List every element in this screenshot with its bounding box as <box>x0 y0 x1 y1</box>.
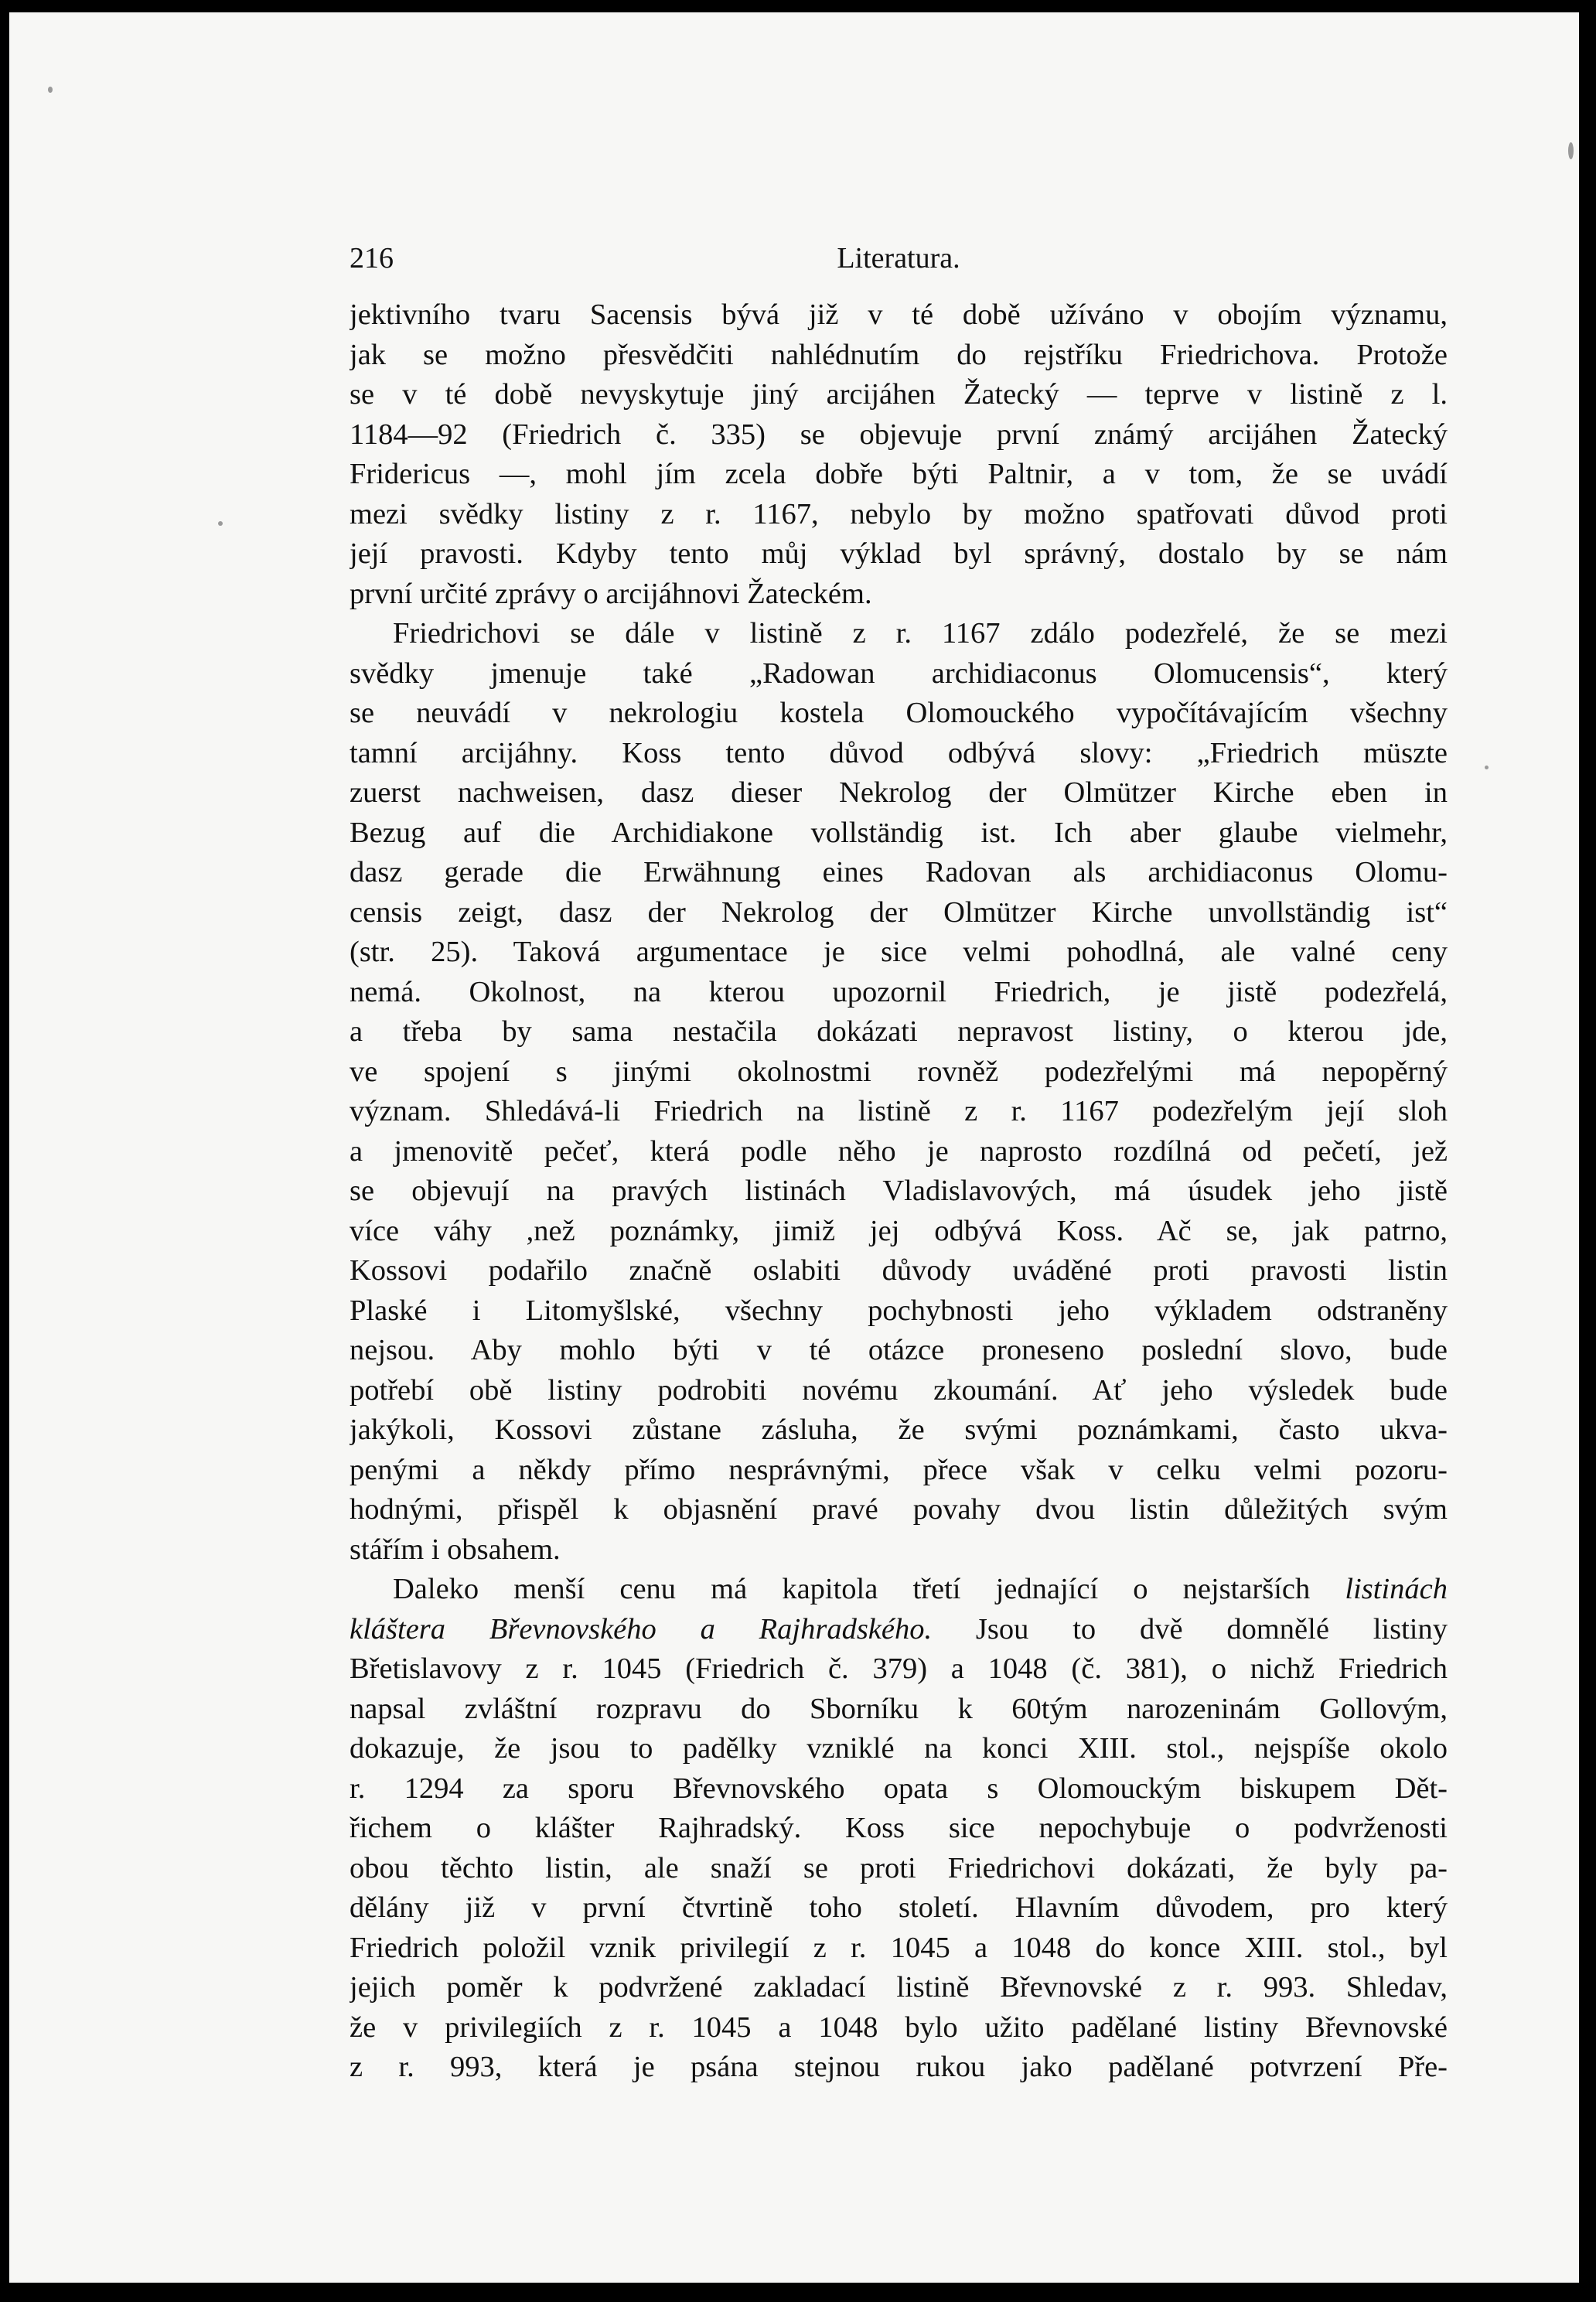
text-line: nemá. Okolnost, na kterou upozornil Friedrich, je jistě podezřelá, <box>350 975 1448 1008</box>
text-line: se objevují na pravých listinách Vladislavových, má úsudek jeho jistě <box>350 1175 1448 1207</box>
body-text <box>350 295 1448 2088</box>
scan-speck <box>48 87 53 93</box>
text-line: z r. 993, která je psána stejnou rukou jako padělané potvrzení Pře- <box>350 2051 1448 2083</box>
text-line: Fridericus —, mohl jím zcela dobře býti Paltnir, a v tom, že se uvádí <box>350 458 1448 490</box>
italic-text-segment: listinách <box>1345 1573 1448 1605</box>
text-line: se v té době nevyskytuje jiný arcijáhen Žatecký — teprve v listině z l. <box>350 378 1448 411</box>
text-line: a třeba by sama nestačila dokázati nepravost listiny, o kterou jde, <box>350 1015 1448 1048</box>
text-segment: Jsou to dvě domnělé listiny <box>932 1612 1448 1646</box>
text-line: napsal zvláštní rozpravu do Sborníku k 60tým narozeninám Gollovým, <box>350 1692 1448 1725</box>
text-line: Plaské i Litomyšlské, všechny pochybnosti jeho výkladem odstraněny <box>350 1294 1448 1327</box>
text-line: obou těchto listin, ale snaží se proti Friedrichovi dokázati, že byly pa- <box>350 1851 1448 1884</box>
text-line: hodnými, přispěl k objasnění pravé povahy dvou listin důležitých svým <box>350 1493 1448 1526</box>
text-line: její pravosti. Kdyby tento můj výklad byl správný, dostalo by se nám <box>350 537 1448 570</box>
text-line: tamní arcijáhny. Koss tento důvod odbývá slovy: „Friedrich müszte <box>350 736 1448 769</box>
text-line <box>350 1610 1448 1650</box>
page-header <box>350 241 1448 280</box>
scan-speck <box>218 521 223 526</box>
text-line: první určité zprávy o arcijáhnovi Žateckém. <box>350 577 872 610</box>
text-line: jejich poměr k podvržené zakladací listině Břevnovské z r. 993. Shledav, <box>350 1971 1448 2004</box>
text-line: penými a někdy přímo nesprávnými, přece však v celku velmi pozoru- <box>350 1453 1448 1486</box>
text-line: Friedrichovi se dále v listině z r. 1167 zdálo podezřelé, že se mezi <box>393 617 1448 650</box>
text-line: a jmenovitě pečeť, která podle něho je naprosto rozdílná od pečetí, jež <box>350 1134 1448 1168</box>
text-line: 1184—92 (Friedrich č. 335) se objevuje první známý arcijáhen Žatecký <box>350 418 1448 451</box>
text-line: řichem o klášter Rajhradský. Koss sice nepochybuje o podvrženosti <box>350 1812 1448 1844</box>
scan-speck <box>1485 766 1489 769</box>
text-line: že v privilegiích z r. 1045 a 1048 bylo užito padělané listiny Břevnovské <box>350 2010 1448 2044</box>
italic-text-segment: kláštera Břevnovského a Rajhradského. <box>350 1612 933 1646</box>
text-line: více váhy ,než poznámky, jimiž jej odbývá Koss. Ač se, jak patrno, <box>350 1214 1448 1247</box>
text-line: Bezug auf die Archidiakone vollständig ist. Ich aber glaube vielmehr, <box>350 816 1448 849</box>
text-line: mezi svědky listiny z r. 1167, nebylo by možno spatřovati důvod proti <box>350 497 1448 530</box>
text-line: Friedrich položil vznik privilegií z r. 1045 a 1048 do konce XIII. stol., byl <box>350 1931 1448 1964</box>
text-line: jakýkoli, Kossovi zůstane zásluha, že svými poznámkami, často ukva- <box>350 1414 1448 1446</box>
text-line: ve spojení s jinými okolnostmi rovněž podezřelými má nepopěrný <box>350 1055 1448 1088</box>
text-line: význam. Shledává-li Friedrich na listině z r. 1167 podezřelým její sloh <box>350 1095 1448 1127</box>
text-line: jak se možno přesvědčiti nahlédnutím do rejstříku Friedrichova. Protože <box>350 338 1448 371</box>
running-title: Literatura. <box>837 242 960 275</box>
page-number: 216 <box>350 242 394 275</box>
text-line: Kossovi podařilo značně oslabiti důvody uváděné proti pravosti listin <box>350 1254 1448 1287</box>
text-line: dělány již v první čtvrtině toho století. Hlavním důvodem, pro který <box>350 1891 1448 1924</box>
text-line: zuerst nachweisen, dasz dieser Nekrolog der Olmützer Kirche eben in <box>350 776 1448 809</box>
scan-speck <box>1568 142 1574 159</box>
text-line <box>350 1570 1448 1610</box>
text-segment: Daleko menší cenu má kapitola třetí jednající o nejstarších <box>393 1573 1345 1605</box>
text-line: Břetislavovy z r. 1045 (Friedrich č. 379) a 1048 (č. 381), o nichž Friedrich <box>350 1652 1448 1685</box>
text-line: jektivního tvaru Sacensis bývá již v té době užíváno v obojím významu, <box>350 298 1448 331</box>
text-line: stářím i obsahem. <box>350 1533 561 1566</box>
text-line: r. 1294 za sporu Břevnovského opata s Olomouckým biskupem Dět- <box>350 1772 1448 1805</box>
text-line: svědky jmenuje také „Radowan archidiaconus Olomucensis“, který <box>350 656 1448 690</box>
text-line: censis zeigt, dasz der Nekrolog der Olmützer Kirche unvollständig ist“ <box>350 895 1448 929</box>
text-line: dokazuje, že jsou to padělky vzniklé na konci XIII. stol., nejspíše okolo <box>350 1732 1448 1765</box>
text-line: potřebí obě listiny podrobiti novému zkoumání. Ať jeho výsledek bude <box>350 1373 1448 1407</box>
text-line: se neuvádí v nekrologiu kostela Olomouckého vypočítávajícím všechny <box>350 697 1448 729</box>
text-line: nejsou. Aby mohlo býti v té otázce proneseno poslední slovo, bude <box>350 1334 1448 1366</box>
text-line: (str. 25). Taková argumentace je sice velmi pohodlná, ale valné ceny <box>350 936 1448 968</box>
book-page <box>9 12 1579 2283</box>
text-line: dasz gerade die Erwähnung eines Radovan als archidiaconus Olomu- <box>350 856 1448 888</box>
